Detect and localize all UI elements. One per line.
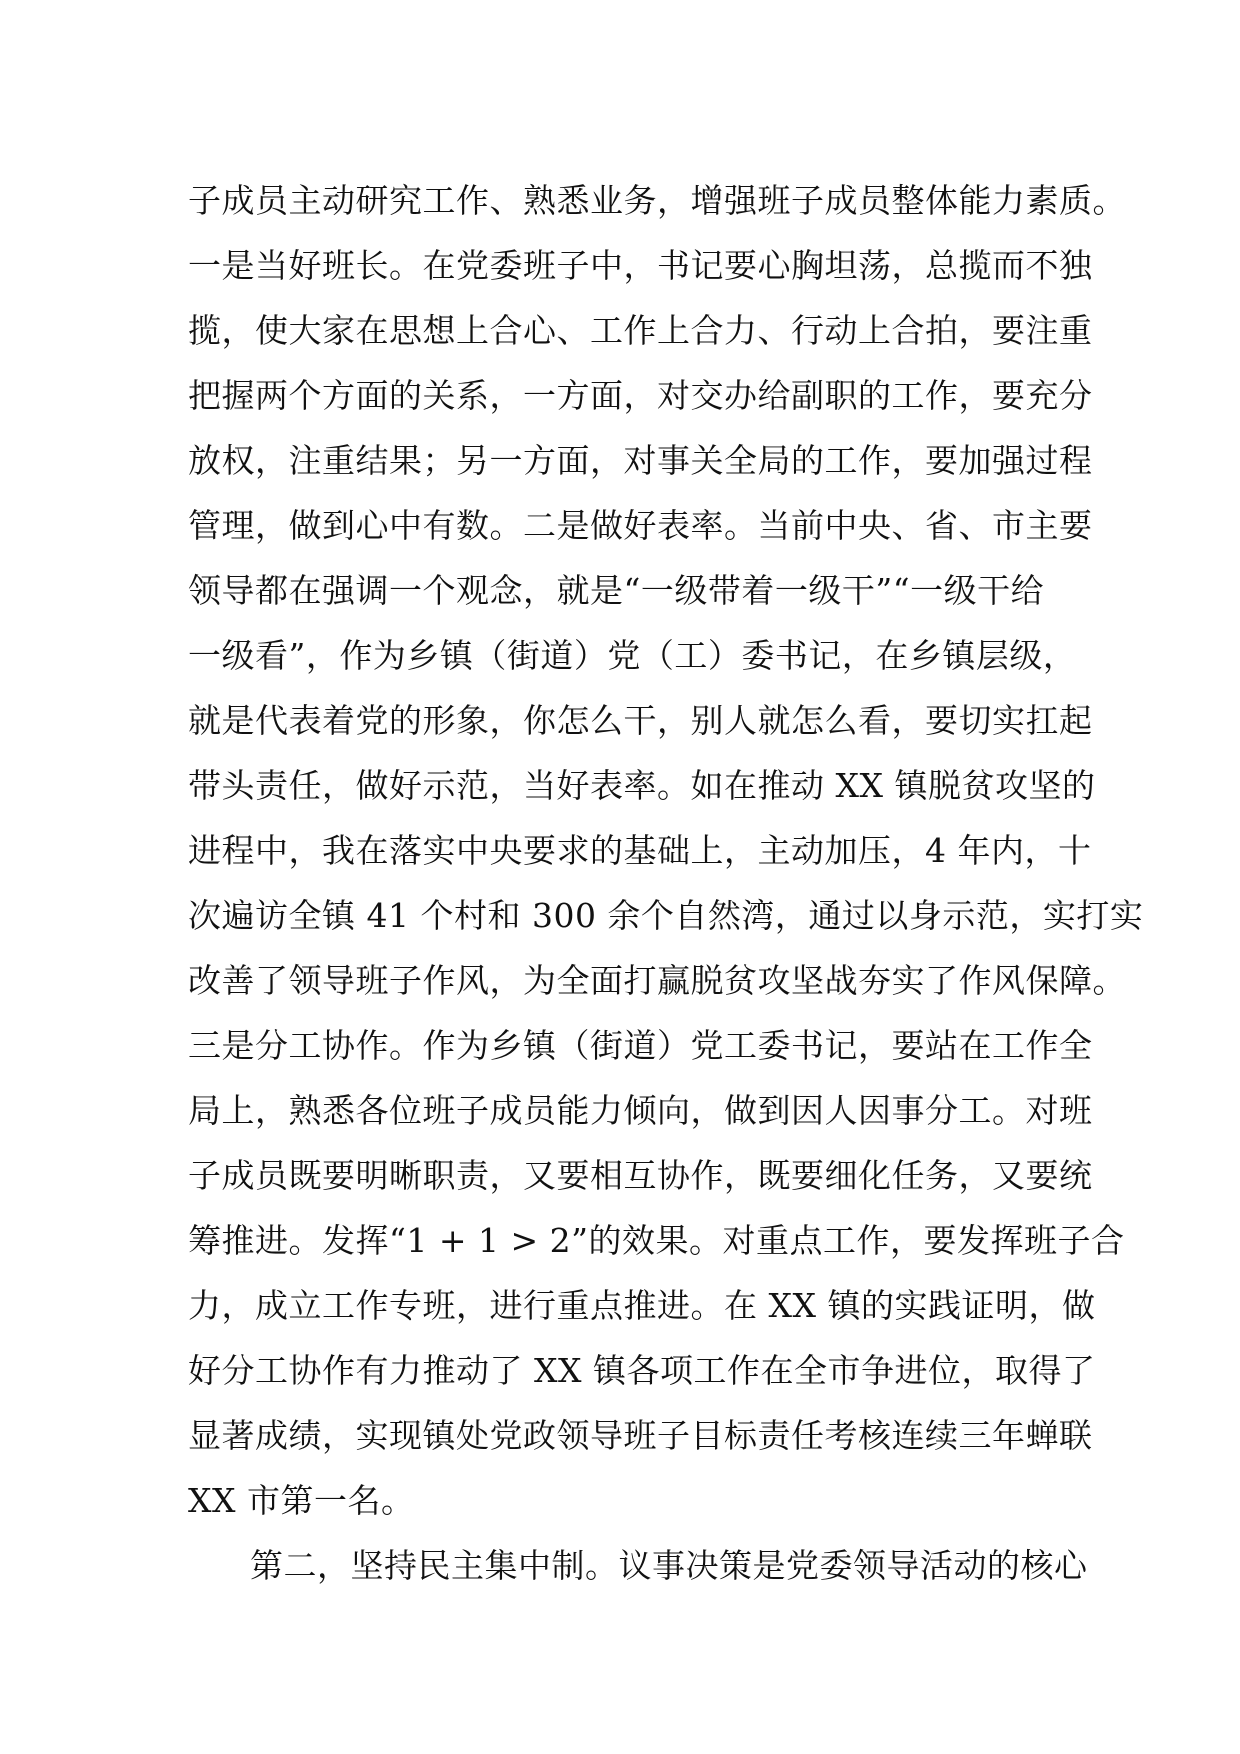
text-line: 三是分工协作。作为乡镇（街道）党工委书记，要站在工作全 [188, 1026, 1093, 1065]
text-line: 领导都在强调一个观念，就是“一级带着一级干”“一级干给 [188, 571, 1045, 610]
text-line: 显著成绩，实现镇处党政领导班子目标责任考核连续三年蝉联 [188, 1416, 1093, 1455]
text-line: 一是当好班长。在党委班子中，书记要心胸坦荡，总揽而不独 [188, 246, 1093, 285]
text-line: 就是代表着党的形象，你怎么干，别人就怎么看，要切实扛起 [188, 701, 1093, 740]
text-line: 改善了领导班子作风，为全面打赢脱贫攻坚战夯实了作风保障。 [188, 961, 1126, 1000]
text-line: 进程中，我在落实中央要求的基础上，主动加压，4 年内，十 [188, 831, 1092, 870]
text-line: 子成员主动研究工作、熟悉业务，增强班子成员整体能力素质。 [188, 181, 1126, 220]
text-line: 好分工协作有力推动了 XX 镇各项工作在全市争进位，取得了 [188, 1351, 1096, 1390]
text-line: 次遍访全镇 41 个村和 300 余个自然湾，通过以身示范，实打实 [188, 896, 1144, 935]
paragraph-start-line: 第二，坚持民主集中制。议事决策是党委领导活动的核心 [250, 1546, 1088, 1585]
text-line: 力，成立工作专班，进行重点推进。在 XX 镇的实践证明，做 [188, 1286, 1096, 1325]
text-line: 放权，注重结果；另一方面，对事关全局的工作，要加强过程 [188, 441, 1093, 480]
text-line: 揽，使大家在思想上合心、工作上合力、行动上合拍，要注重 [188, 311, 1093, 350]
text-line: 筹推进。发挥“1 + 1 > 2”的效果。对重点工作，要发挥班子合 [188, 1221, 1125, 1260]
body-text [188, 168, 1144, 1598]
text-line: XX 市第一名。 [188, 1481, 415, 1520]
text-line: 把握两个方面的关系，一方面，对交办给副职的工作，要充分 [188, 376, 1093, 415]
text-line: 局上，熟悉各位班子成员能力倾向，做到因人因事分工。对班 [188, 1091, 1093, 1130]
text-line: 管理，做到心中有数。二是做好表率。当前中央、省、市主要 [188, 506, 1093, 545]
text-line: 一级看”，作为乡镇（街道）党（工）委书记，在乡镇层级， [188, 636, 1077, 675]
text-line: 带头责任，做好示范，当好表率。如在推动 XX 镇脱贫攻坚的 [188, 766, 1096, 805]
text-line: 子成员既要明晰职责，又要相互协作，既要细化任务，又要统 [188, 1156, 1093, 1195]
